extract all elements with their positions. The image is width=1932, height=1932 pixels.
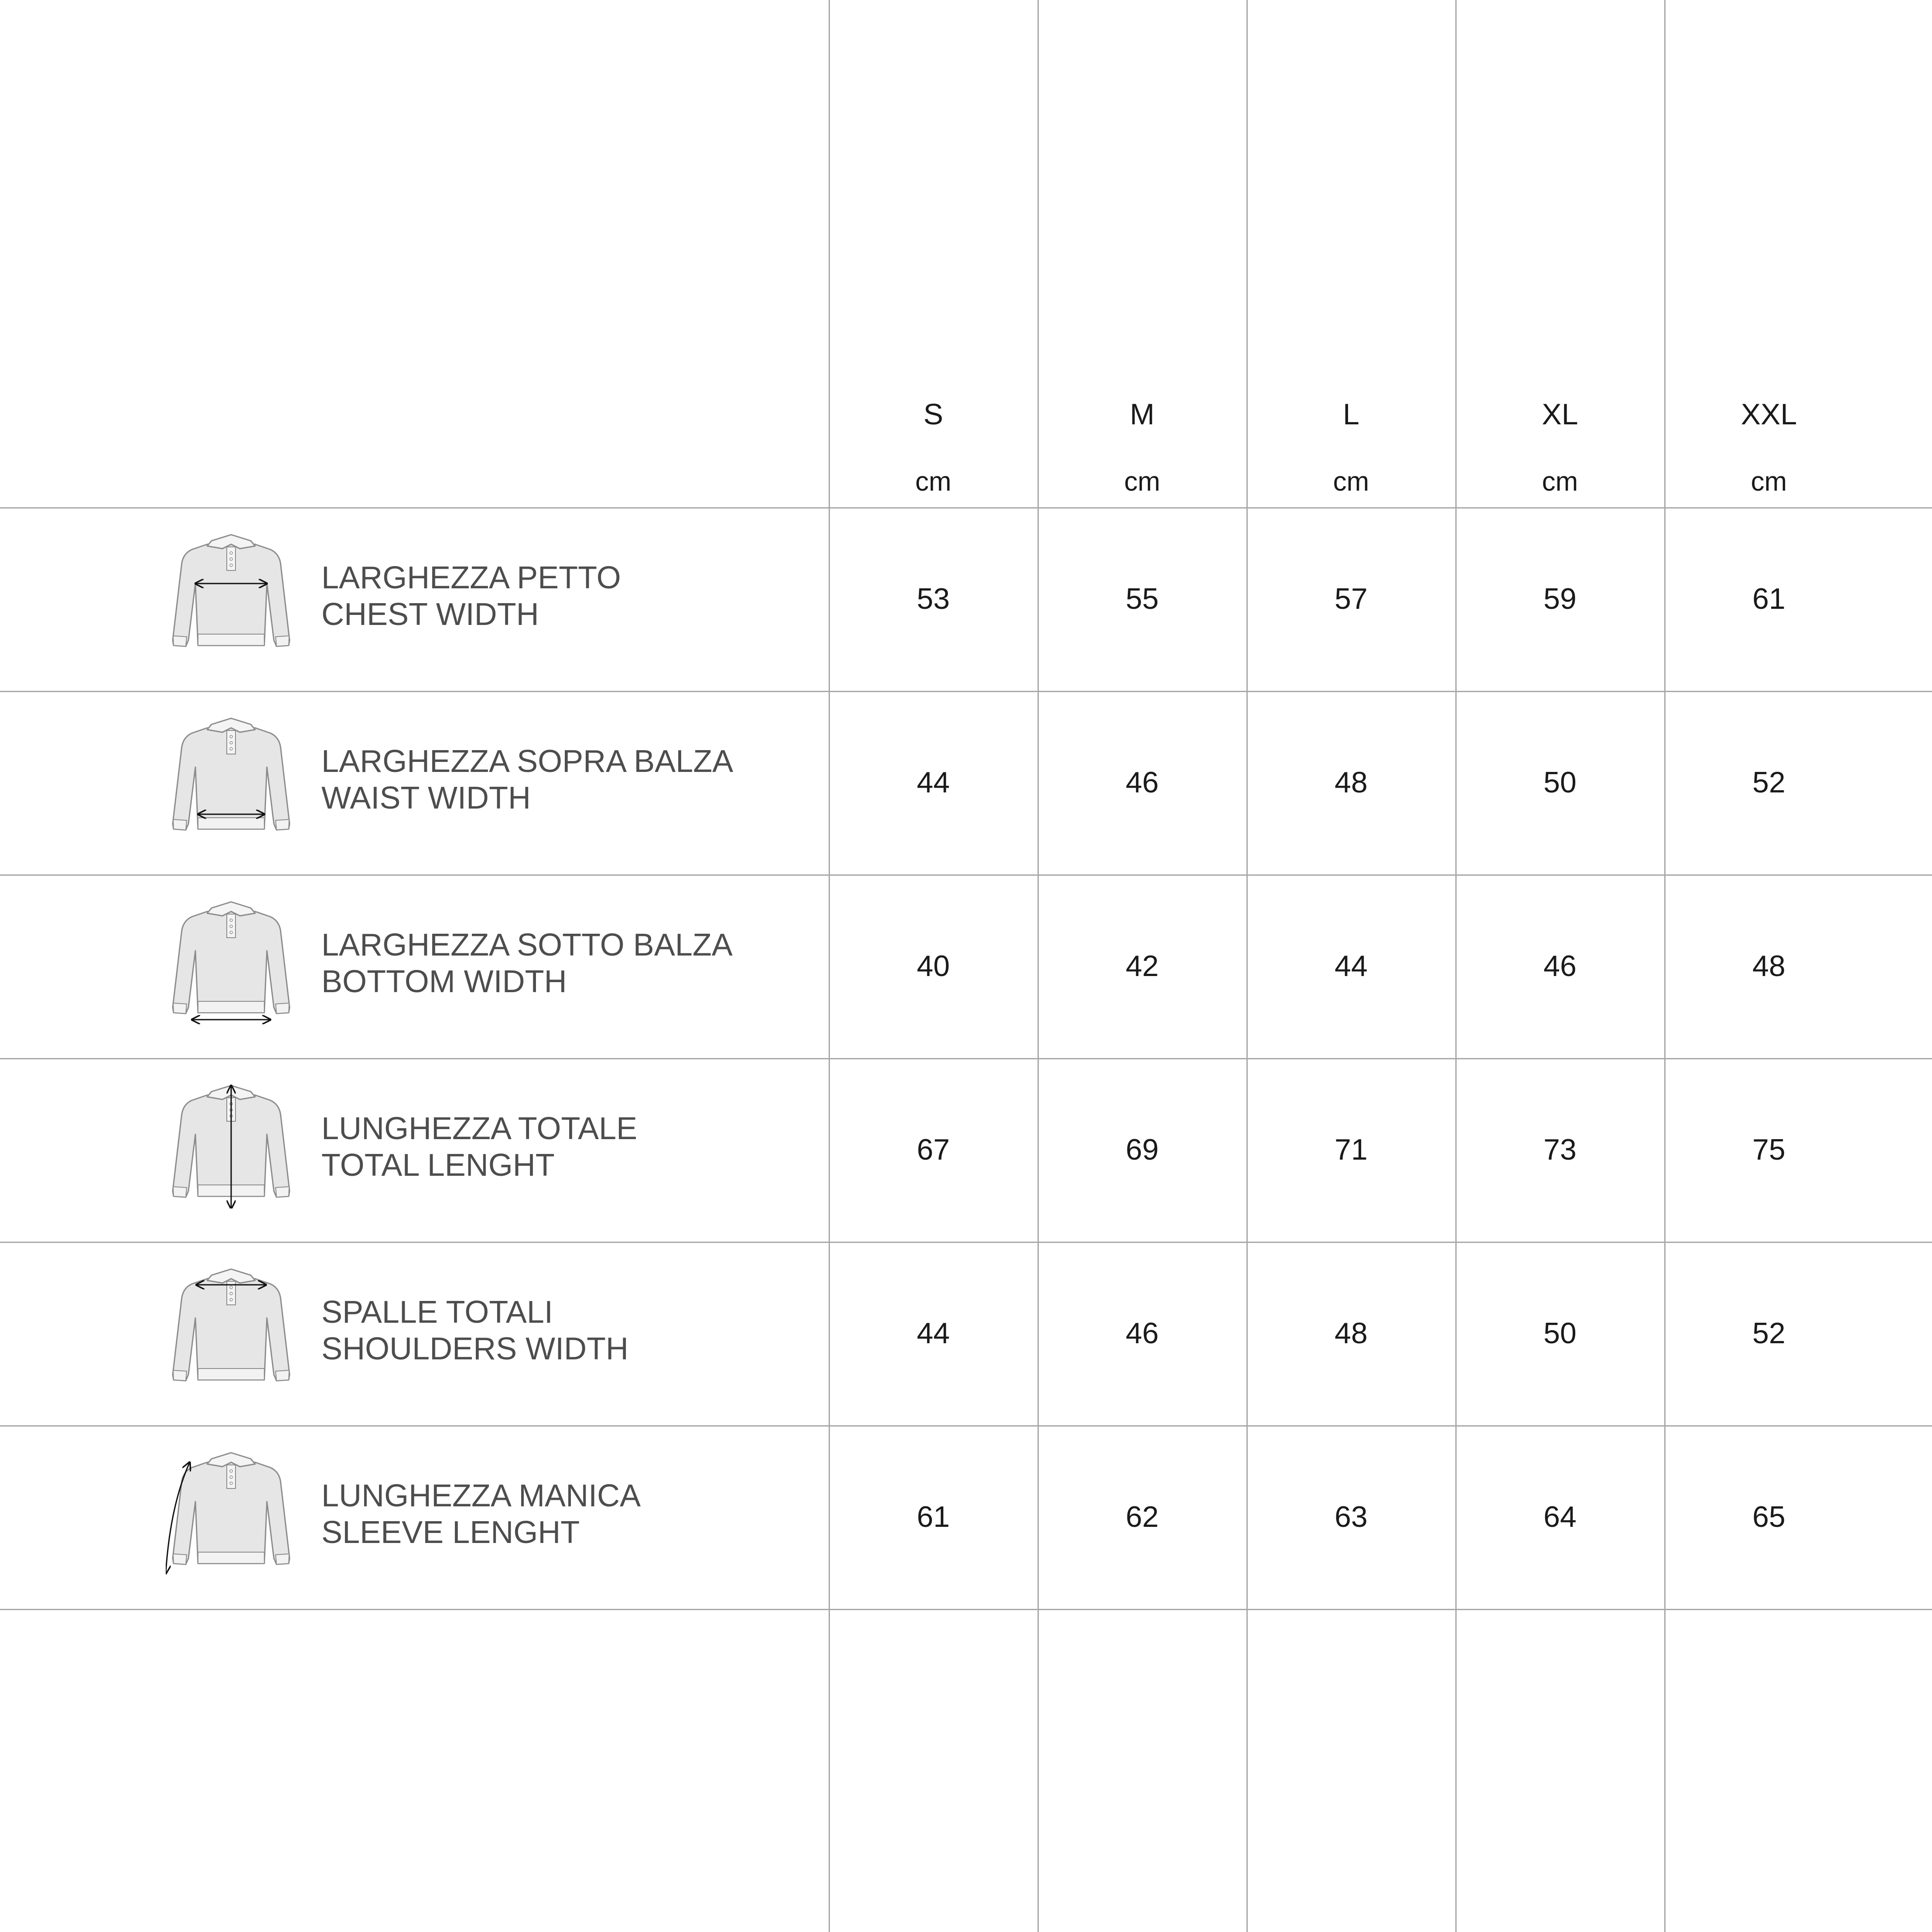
- row-divider: [0, 691, 1932, 692]
- row-divider: [0, 1242, 1932, 1243]
- measurement-value: 64: [1543, 1500, 1577, 1533]
- unit-header: cm: [915, 467, 952, 497]
- measurement-value: 57: [1335, 582, 1368, 615]
- measurement-value: 75: [1752, 1133, 1785, 1166]
- measurement-value: 69: [1126, 1133, 1159, 1166]
- size-header: XXL: [1741, 398, 1797, 431]
- measurement-label-en: TOTAL LENGHT: [321, 1148, 555, 1183]
- measurement-value: 62: [1126, 1500, 1159, 1533]
- unit-header: cm: [1333, 467, 1369, 497]
- measurement-label-it: LARGHEZZA SOPRA BALZA: [321, 744, 734, 779]
- measurement-value: 52: [1752, 1317, 1785, 1350]
- measurement-value: 48: [1752, 949, 1785, 983]
- measurement-value: 50: [1543, 766, 1577, 799]
- measurement-label: [321, 1110, 801, 1184]
- measurement-value: 46: [1126, 766, 1159, 799]
- measurement-label: [321, 1294, 801, 1367]
- unit-header: cm: [1751, 467, 1787, 497]
- measurement-value: 63: [1335, 1500, 1368, 1533]
- unit-header: cm: [1542, 467, 1578, 497]
- measurement-value: 42: [1126, 949, 1159, 983]
- measurement-label-en: WAIST WIDTH: [321, 781, 531, 816]
- measurement-value: 53: [917, 582, 950, 615]
- row-divider: [0, 1609, 1932, 1610]
- measurement-value: 48: [1335, 766, 1368, 799]
- measurement-label: [321, 743, 801, 816]
- shirt-waist-width-icon: [166, 715, 297, 841]
- measurement-value: 71: [1335, 1133, 1368, 1166]
- measurement-label-it: LARGHEZZA PETTO: [321, 560, 621, 595]
- measurement-value: 65: [1752, 1500, 1785, 1533]
- size-header: XL: [1542, 398, 1578, 431]
- size-header: S: [923, 398, 943, 431]
- measurement-value: 61: [1752, 582, 1785, 615]
- measurement-value: 61: [917, 1500, 950, 1533]
- measurement-value: 73: [1543, 1133, 1577, 1166]
- measurement-value: 55: [1126, 582, 1159, 615]
- measurement-value: 46: [1126, 1317, 1159, 1350]
- measurement-value: 44: [917, 766, 950, 799]
- shirt-bottom-width-icon: [166, 898, 297, 1025]
- measurement-label-it: LUNGHEZZA TOTALE: [321, 1111, 638, 1146]
- shirt-total-length-icon: [166, 1082, 297, 1208]
- measurement-value: 48: [1335, 1317, 1368, 1350]
- measurement-label-en: CHEST WIDTH: [321, 597, 539, 632]
- row-divider: [0, 1425, 1932, 1427]
- unit-header: cm: [1124, 467, 1161, 497]
- measurement-value: 46: [1543, 949, 1577, 983]
- measurement-label-en: SHOULDERS WIDTH: [321, 1331, 629, 1366]
- measurement-value: 67: [917, 1133, 950, 1166]
- size-header: M: [1130, 398, 1155, 431]
- measurement-label-it: LARGHEZZA SOTTO BALZA: [321, 928, 733, 963]
- measurement-label: [321, 927, 801, 1000]
- measurement-label: [321, 1478, 801, 1551]
- measurement-label-it: SPALLE TOTALI: [321, 1295, 553, 1330]
- measurement-value: 40: [917, 949, 950, 983]
- shirt-chest-width-icon: [166, 531, 297, 658]
- measurement-label-en: BOTTOM WIDTH: [321, 964, 567, 999]
- measurement-value: 59: [1543, 582, 1577, 615]
- row-divider: [0, 507, 1932, 509]
- measurement-value: 44: [1335, 949, 1368, 983]
- row-divider: [0, 874, 1932, 876]
- measurement-label-en: SLEEVE LENGHT: [321, 1515, 580, 1550]
- measurement-label: [321, 560, 801, 633]
- measurement-label-it: LUNGHEZZA MANICA: [321, 1478, 641, 1513]
- shirt-shoulders-width-icon: [166, 1266, 297, 1392]
- measurement-value: 44: [917, 1317, 950, 1350]
- size-header: L: [1343, 398, 1359, 431]
- measurement-value: 52: [1752, 766, 1785, 799]
- measurement-value: 50: [1543, 1317, 1577, 1350]
- row-divider: [0, 1058, 1932, 1059]
- shirt-sleeve-length-icon: [166, 1449, 297, 1576]
